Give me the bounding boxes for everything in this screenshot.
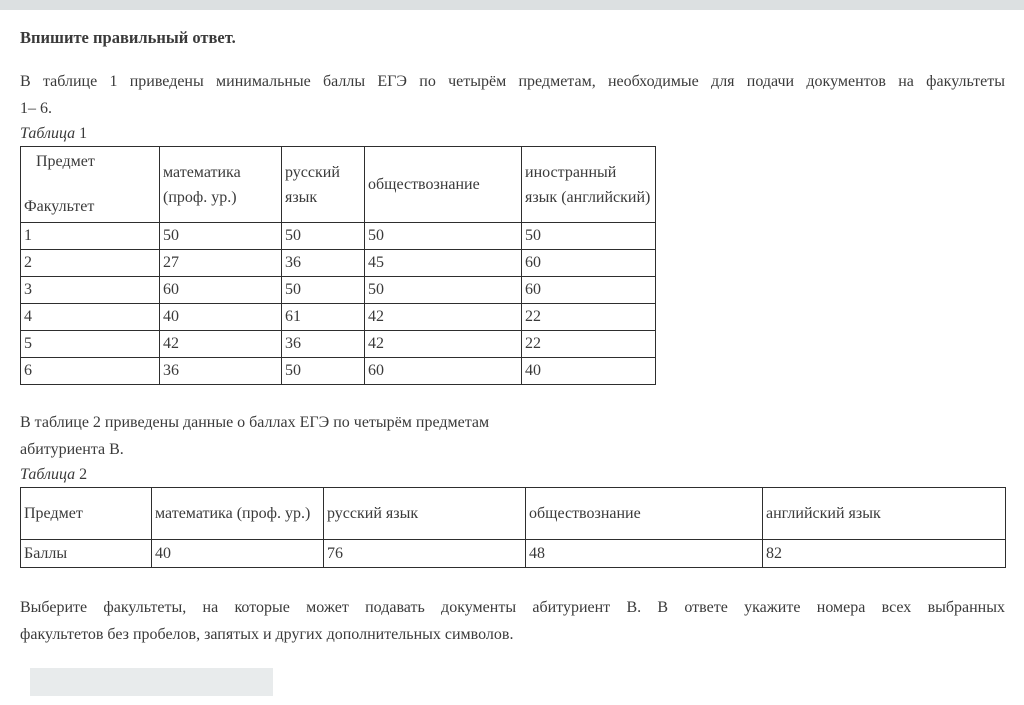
table1-column-header: обществознание xyxy=(365,147,522,223)
table1-score-cell: 40 xyxy=(160,304,282,331)
table2-intro-line-1: В таблице 2 приведены данные о баллах ЕГЭ по четырём предметам xyxy=(20,414,490,431)
table2-column-header: английский язык xyxy=(763,488,1006,540)
table1-row xyxy=(21,250,656,277)
table1-score-cell: 40 xyxy=(522,358,656,385)
table2-score-cell: 40 xyxy=(152,540,324,568)
table2-intro-line-2: абитуриента В. xyxy=(20,441,124,458)
table1-header-row xyxy=(21,147,656,223)
table1-caption-number: 1 xyxy=(79,125,88,142)
table2-column-header: математика (проф. ур.) xyxy=(152,488,324,540)
table2-caption xyxy=(20,465,1005,484)
table1-score-cell: 50 xyxy=(282,358,365,385)
table1-score-cell: 50 xyxy=(365,223,522,250)
table1-faculty-cell: 6 xyxy=(21,358,160,385)
table1-row xyxy=(21,304,656,331)
table1-column-header: русский язык xyxy=(282,147,365,223)
task-line-2: факультетов без пробелов, запятых и других дополнительных символов. xyxy=(20,626,514,643)
table1-score-cell: 61 xyxy=(282,304,365,331)
intro-line-2: 1– 6. xyxy=(20,100,52,117)
table1-faculty-cell: 1 xyxy=(21,223,160,250)
table1-corner-wrap xyxy=(24,149,156,219)
table2-score-cell: 82 xyxy=(763,540,1006,568)
table1-column-header: математика (проф. ур.) xyxy=(160,147,282,223)
table2-column-header: обществознание xyxy=(526,488,763,540)
table1-row xyxy=(21,358,656,385)
table1-faculty-cell: 3 xyxy=(21,277,160,304)
table1-score-cell: 27 xyxy=(160,250,282,277)
task-paragraph xyxy=(20,594,1005,648)
task-line-1: Выберите факультеты, на которые может подавать документы абитуриент В. В ответе укажите номера всех выбранных xyxy=(20,599,1005,616)
table1-score-cell: 50 xyxy=(522,223,656,250)
table2-header-row xyxy=(21,488,1006,540)
question-prompt-heading: Впишите правильный ответ. xyxy=(20,28,236,47)
table1-score-cell: 22 xyxy=(522,304,656,331)
table2-score-cell: 48 xyxy=(526,540,763,568)
table1-score-cell: 42 xyxy=(365,304,522,331)
table1-score-cell: 50 xyxy=(282,277,365,304)
table2-intro-paragraph xyxy=(20,409,1005,463)
table1-corner-bottom-label: Факультет xyxy=(24,198,95,215)
question-content xyxy=(0,28,1024,696)
table2-score-cell: 76 xyxy=(324,540,526,568)
table1-corner-top-label: Предмет xyxy=(36,153,95,170)
table2-row-label-cell: Баллы xyxy=(21,540,152,568)
table1-score-cell: 60 xyxy=(160,277,282,304)
table1-score-cell: 50 xyxy=(282,223,365,250)
table1-score-cell: 36 xyxy=(160,358,282,385)
table2-body xyxy=(21,540,1006,568)
table2-applicant-scores xyxy=(20,487,1006,568)
table1-score-cell: 36 xyxy=(282,331,365,358)
table1-faculty-cell: 5 xyxy=(21,331,160,358)
table1-min-scores xyxy=(20,146,656,385)
table2-column-header: Предмет xyxy=(21,488,152,540)
table1-faculty-cell: 2 xyxy=(21,250,160,277)
table1-score-cell: 60 xyxy=(522,277,656,304)
table1-caption-word: Таблица xyxy=(20,125,76,142)
table1-score-cell: 42 xyxy=(160,331,282,358)
table1-score-cell: 50 xyxy=(365,277,522,304)
table1-score-cell: 45 xyxy=(365,250,522,277)
table2-row xyxy=(21,540,1006,568)
answer-input[interactable] xyxy=(30,668,273,696)
table2-column-header: русский язык xyxy=(324,488,526,540)
intro-paragraph xyxy=(20,68,1005,122)
intro-line-1: В таблице 1 приведены минимальные баллы ЕГЭ по четырём предметам, необходимые для подачи документов на факультеты xyxy=(20,73,1005,90)
table1-score-cell: 60 xyxy=(365,358,522,385)
table1-body xyxy=(21,223,656,385)
table1-score-cell: 36 xyxy=(282,250,365,277)
table1-row xyxy=(21,277,656,304)
table1-score-cell: 42 xyxy=(365,331,522,358)
table2-caption-number: 2 xyxy=(79,466,88,483)
table1-corner-cell xyxy=(21,147,160,223)
table1-score-cell: 50 xyxy=(160,223,282,250)
table1-faculty-cell: 4 xyxy=(21,304,160,331)
table1-row xyxy=(21,331,656,358)
table1-score-cell: 60 xyxy=(522,250,656,277)
table1-score-cell: 22 xyxy=(522,331,656,358)
table2-caption-word: Таблица xyxy=(20,466,76,483)
table1-column-header: иностранный язык (английский) xyxy=(522,147,656,223)
table1-row xyxy=(21,223,656,250)
table1-caption xyxy=(20,124,1005,143)
top-bar xyxy=(0,0,1024,10)
